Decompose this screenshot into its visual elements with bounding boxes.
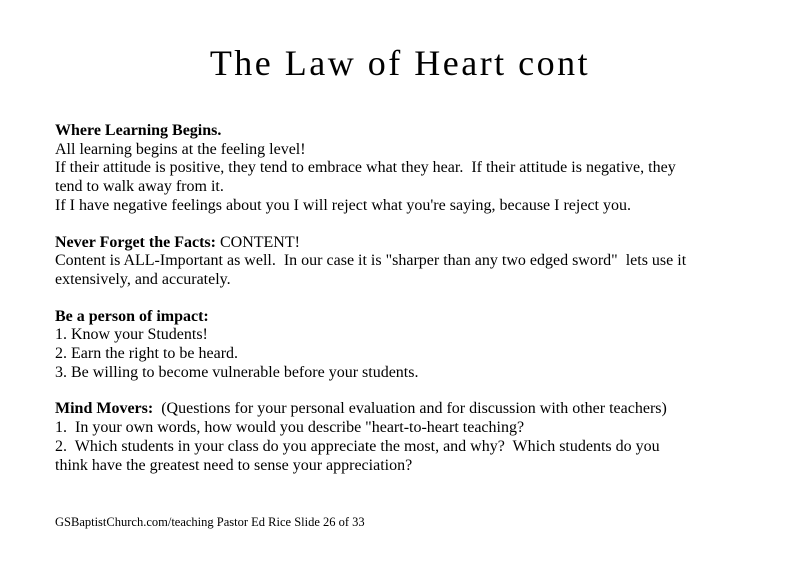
section-mind-movers (55, 400, 775, 475)
text-line: extensively, and accurately. (55, 270, 231, 288)
text-line: All learning begins at the feeling level! (55, 140, 306, 158)
slide-body (55, 122, 775, 493)
section-where-learning-begins (55, 122, 775, 216)
list-item: 2. Which students in your class do you appreciate the most, and why? Which students do you (55, 437, 660, 455)
list-item: 3. Be willing to become vulnerable before your students. (55, 363, 419, 381)
section-heading (55, 122, 775, 141)
footer-credit: GSBaptistChurch.com/teaching Pastor Ed Rice Slide 26 of 33 (55, 515, 365, 529)
section-heading (55, 234, 775, 253)
list-item: 2. Earn the right to be heard. (55, 345, 239, 363)
section-heading-bold: Mind Movers: (55, 400, 154, 418)
list-item: 1. In your own words, how would you describe "heart-to-heart teaching? (55, 419, 525, 437)
section-heading-bold: Be a person of impact: (55, 307, 209, 325)
text-line: Content is ALL-Important as well. In our case it is "sharper than any two edged sword" lets use it (55, 252, 687, 270)
section-be-a-person-of-impact (55, 308, 775, 383)
list-item: 1. Know your Students! (55, 326, 208, 344)
text-line: tend to walk away from it. (55, 178, 224, 196)
section-heading-bold: Where Learning Begins. (55, 122, 222, 139)
section-heading-rest: (Questions for your personal evaluation and for discussion with other teachers) (153, 400, 667, 418)
section-heading-bold: Never Forget the Facts: (55, 233, 216, 251)
section-heading (55, 400, 775, 419)
text-line: If I have negative feelings about you I will reject what you're saying, because I reject you. (55, 196, 631, 214)
list-item: think have the greatest need to sense your appreciation? (55, 456, 413, 474)
section-heading-rest: CONTENT! (215, 233, 300, 251)
text-line: If their attitude is positive, they tend to embrace what they hear. If their attitude is negative, they (55, 159, 676, 177)
section-heading (55, 308, 775, 327)
page-title: The Law of Heart cont (209, 43, 591, 83)
section-never-forget-the-facts (55, 234, 775, 290)
